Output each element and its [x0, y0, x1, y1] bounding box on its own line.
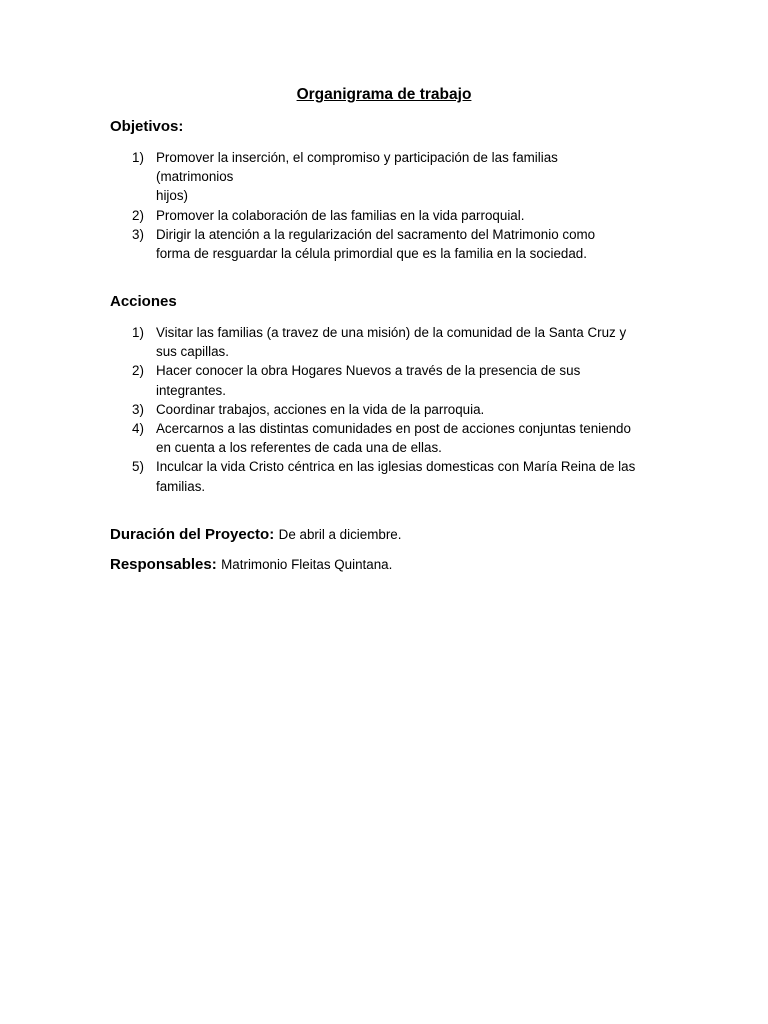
list-line: Inculcar la vida Cristo céntrica en las iglesias domesticas con María Reina de las — [156, 459, 636, 475]
accion-item — [110, 323, 670, 361]
list-line: integrantes. — [156, 382, 226, 398]
accion-item — [110, 419, 670, 457]
duracion-label: Duración del Proyecto: — [110, 526, 275, 543]
objetivo-item — [110, 225, 670, 263]
list-line: forma de resguardar la célula primordial que es la familia en la sociedad. — [156, 246, 587, 262]
responsables-row — [110, 556, 392, 574]
responsables-value: Matrimonio Fleitas Quintana. — [221, 557, 393, 572]
list-number: 3) — [132, 401, 144, 417]
list-line: Promover la inserción, el compromiso y participación de las familias — [156, 150, 558, 165]
objetivos-heading: Objetivos: — [110, 118, 184, 135]
list-line: Dirigir la atención a la regularización del sacramento del Matrimonio como — [156, 226, 596, 242]
duracion-row — [110, 526, 401, 544]
list-line: en cuenta a los referentes de cada una de ellas. — [156, 440, 442, 456]
list-line: Coordinar trabajos, acciones en la vida de la parroquia. — [156, 401, 485, 417]
list-number: 1) — [132, 325, 144, 340]
accion-item — [110, 457, 670, 495]
accion-item — [110, 400, 670, 419]
list-number: 4) — [132, 421, 144, 437]
acciones-heading: Acciones — [110, 293, 177, 310]
list-number: 1) — [132, 150, 144, 165]
list-line: Promover la colaboración de las familias en la vida parroquial. — [156, 207, 525, 223]
list-line: Acercarnos a las distintas comunidades en post de acciones conjuntas teniendo — [156, 421, 631, 437]
list-number: 5) — [132, 459, 144, 475]
objetivo-item — [110, 148, 670, 206]
list-number: 2) — [132, 207, 144, 223]
acciones-list — [110, 323, 670, 496]
duracion-value: De abril a diciembre. — [278, 527, 402, 542]
objetivos-list — [110, 148, 670, 263]
list-line: hijos) — [156, 188, 188, 204]
document-title: Organigrama de trabajo — [296, 86, 472, 103]
objetivo-item — [110, 206, 670, 225]
list-number: 2) — [132, 363, 144, 379]
list-line: familias. — [156, 478, 206, 494]
list-line: Hacer conocer la obra Hogares Nuevos a través de la presencia de sus — [156, 363, 581, 379]
list-number: 3) — [132, 226, 144, 242]
list-line: sus capillas. — [156, 344, 229, 360]
responsables-label: Responsables: — [110, 556, 217, 573]
accion-item — [110, 361, 670, 399]
list-line: (matrimonios — [156, 169, 234, 185]
list-line: Visitar las familias (a travez de una misión) de la comunidad de la Santa Cruz y — [156, 325, 627, 340]
